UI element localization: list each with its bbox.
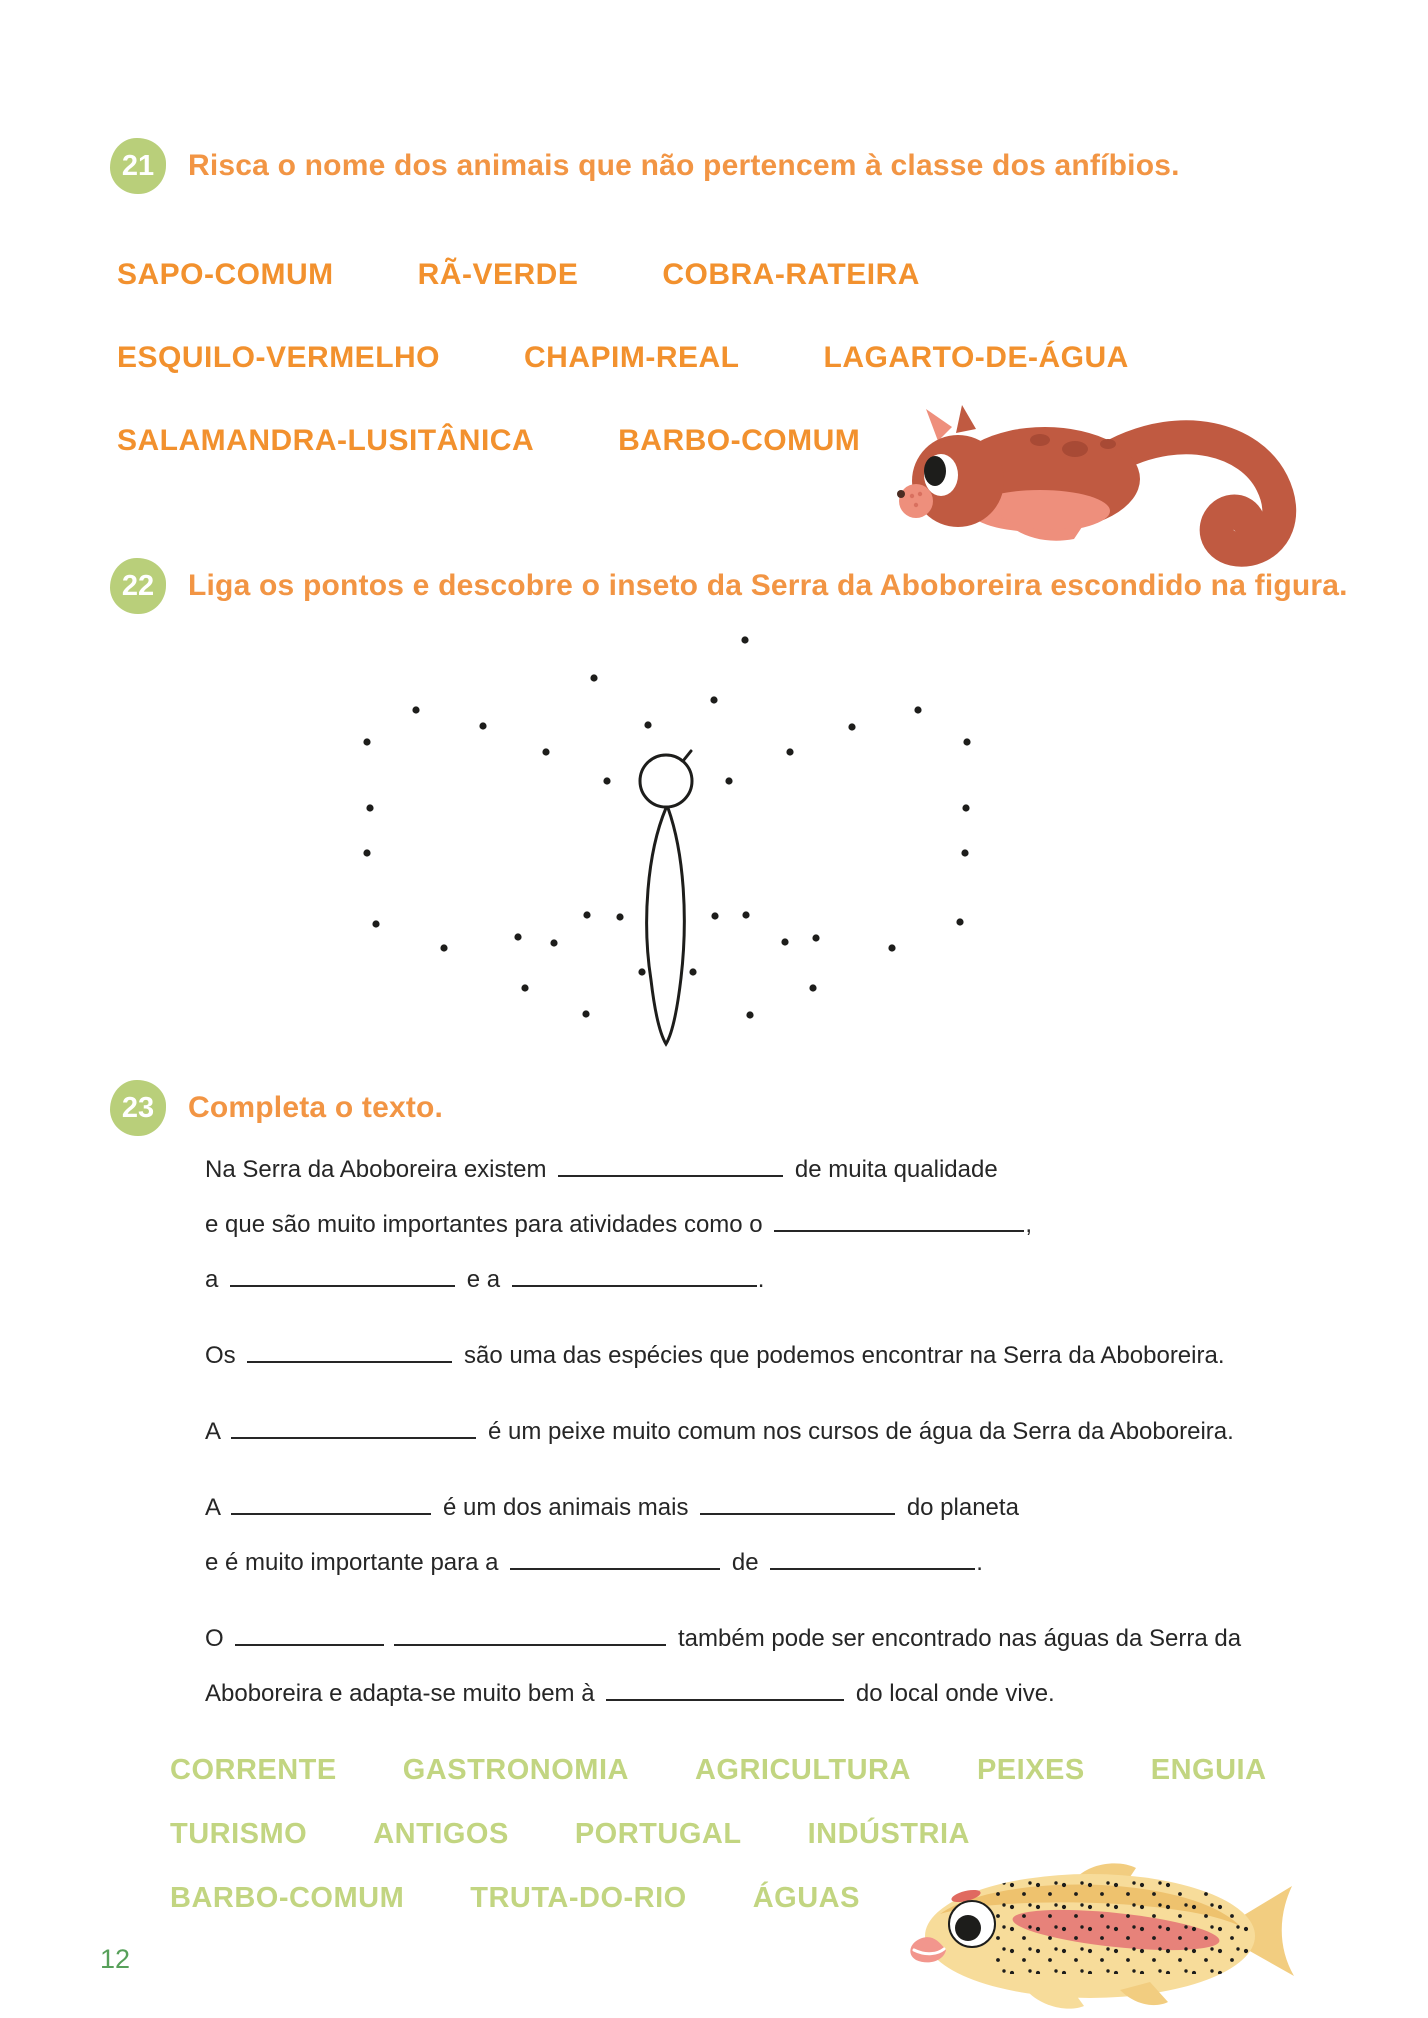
text-fragment: .: [757, 1266, 765, 1293]
word-bank-item: ANTIGOS: [373, 1818, 509, 1850]
text-fragment: e é muito importante para a: [205, 1549, 499, 1576]
text-line: [205, 1535, 1305, 1590]
exercise-21-header: [110, 138, 1180, 194]
trout-illustration: [878, 1836, 1308, 2018]
text-fragment: do planeta: [906, 1494, 1019, 1521]
page-number: 12: [100, 1944, 131, 1974]
word-bank-item: ÁGUAS: [752, 1882, 860, 1914]
animal-words-row-2: [117, 341, 1129, 375]
fill-in-text: [205, 1142, 1305, 1742]
figure-dot: [786, 748, 793, 755]
squirrel-illustration: [878, 383, 1314, 569]
fish-speckles: [996, 1874, 1252, 1974]
figure-dot: [440, 944, 447, 951]
squirrel-freckle: [914, 503, 918, 507]
figure-head-circle: [640, 755, 692, 807]
word-bank-item: CORRENTE: [170, 1754, 337, 1786]
word-bank-row-3: [170, 1882, 860, 1915]
squirrel-ear: [956, 405, 976, 433]
animal-words-row-1: [117, 258, 920, 292]
figure-dot: [514, 933, 521, 940]
text-line: [205, 1197, 1305, 1252]
word-bank-row-2: [170, 1818, 970, 1851]
word-bank-row-1: [170, 1754, 1267, 1787]
figure-dot: [616, 913, 623, 920]
word-bank-item: AGRICULTURA: [694, 1754, 911, 1786]
fill-in-blank: [558, 1155, 783, 1177]
word-bank-item: GASTRONOMIA: [402, 1754, 629, 1786]
text-line: [205, 1404, 1305, 1459]
figure-dot: [741, 636, 748, 643]
figure-dot: [781, 938, 788, 945]
squirrel-back-spot: [1100, 439, 1116, 449]
figure-dot: [962, 804, 969, 811]
text-fragment: A: [205, 1418, 220, 1445]
exercise-22-number-badge: 22: [110, 558, 166, 614]
text-line: [205, 1252, 1305, 1307]
figure-dot: [914, 706, 921, 713]
exercise-21-title: Risca o nome dos animais que não pertencem à classe dos anfíbios.: [188, 149, 1180, 182]
animal-name: SAPO-COMUM: [117, 258, 334, 291]
figure-dot: [590, 674, 597, 681]
figure-dot: [550, 939, 557, 946]
figure-dot: [583, 911, 590, 918]
word-bank-item: INDÚSTRIA: [807, 1818, 970, 1850]
figure-body-outline: [647, 808, 685, 1044]
figure-dot: [746, 1011, 753, 1018]
text-paragraph: [205, 1404, 1305, 1459]
animal-words-row-3: [117, 424, 860, 458]
text-fragment: de muita qualidade: [794, 1156, 998, 1183]
exercise-23-header: [110, 1080, 443, 1136]
text-fragment: de: [731, 1549, 759, 1576]
animal-name: RÃ-VERDE: [417, 258, 579, 291]
text-fragment: é um peixe muito comum nos cursos de água da Serra da Aboboreira.: [488, 1418, 1234, 1445]
word-bank-item: BARBO-COMUM: [170, 1882, 405, 1914]
squirrel-tail: [1116, 437, 1279, 549]
figure-dot: [956, 918, 963, 925]
figure-dot: [809, 984, 816, 991]
text-fragment: a: [205, 1266, 219, 1293]
word-bank-item: PEIXES: [976, 1754, 1085, 1786]
exercise-21-number-badge: 21: [110, 138, 166, 194]
text-paragraph: [205, 1611, 1305, 1721]
exercise-23-title: Completa o texto.: [188, 1091, 444, 1124]
animal-name: ESQUILO-VERMELHO: [117, 341, 441, 374]
word-bank-item: ENGUIA: [1150, 1754, 1267, 1786]
figure-dot: [363, 849, 370, 856]
figure-dot: [644, 721, 651, 728]
text-line: [205, 1611, 1305, 1666]
fish-pupil: [955, 1915, 981, 1941]
fill-in-blank: [770, 1548, 975, 1570]
figure-dot: [812, 934, 819, 941]
fill-in-blank: [235, 1624, 384, 1646]
text-fragment: Os: [205, 1342, 236, 1369]
fill-in-blank: [231, 1417, 476, 1439]
text-fragment: e a: [466, 1266, 501, 1293]
figure-dot: [963, 738, 970, 745]
figure-dot: [521, 984, 528, 991]
text-fragment: e que são muito importantes para atividades como o: [205, 1211, 763, 1238]
fill-in-blank: [774, 1210, 1024, 1232]
animal-name: LAGARTO-DE-ÁGUA: [823, 341, 1129, 374]
squirrel-pupil: [924, 456, 946, 486]
figure-dot: [412, 706, 419, 713]
text-fragment: também pode ser encontrado nas águas da Serra da: [678, 1625, 1242, 1652]
squirrel-freckle: [910, 494, 914, 498]
figure-dot: [582, 1010, 589, 1017]
animal-name: COBRA-RATEIRA: [662, 258, 920, 291]
figure-dot: [603, 777, 610, 784]
figure-dot: [638, 968, 645, 975]
text-fragment: .: [976, 1549, 983, 1576]
text-line: [205, 1328, 1305, 1383]
text-paragraph: [205, 1480, 1305, 1590]
figure-dot: [710, 696, 717, 703]
figure-dot: [479, 722, 486, 729]
animal-name: BARBO-COMUM: [618, 424, 861, 457]
fill-in-blank: [606, 1679, 844, 1701]
figure-dot: [888, 944, 895, 951]
figure-dot: [961, 849, 968, 856]
squirrel-freckle: [918, 492, 922, 496]
figure-dot: [363, 738, 370, 745]
text-fragment: Na Serra da Aboboreira existem: [205, 1156, 547, 1183]
fill-in-blank: [247, 1341, 452, 1363]
fill-in-blank: [700, 1493, 895, 1515]
text-fragment: do local onde vive.: [855, 1680, 1055, 1707]
fill-in-blank: [512, 1265, 757, 1287]
fill-in-blank: [394, 1624, 666, 1646]
word-bank-item: PORTUGAL: [574, 1818, 742, 1850]
text-line: [205, 1666, 1305, 1721]
figure-dots: [363, 636, 970, 1018]
figure-dot: [848, 723, 855, 730]
text-paragraph: [205, 1328, 1305, 1383]
figure-dot: [366, 804, 373, 811]
text-paragraph: [205, 1142, 1305, 1307]
squirrel-nose: [897, 490, 905, 498]
text-fragment: O: [205, 1625, 224, 1652]
text-fragment: Aboboreira e adapta-se muito bem à: [205, 1680, 595, 1707]
figure-antenna-tick: [683, 751, 691, 761]
exercise-23-number-badge: 23: [110, 1080, 166, 1136]
text-fragment: são uma das espécies que podemos encontrar na Serra da Aboboreira.: [464, 1342, 1225, 1369]
text-fragment: A: [205, 1494, 220, 1521]
squirrel-back-spot: [1030, 434, 1050, 446]
fill-in-blank: [230, 1265, 455, 1287]
squirrel-back-spot: [1062, 441, 1088, 457]
figure-dot: [742, 911, 749, 918]
fill-in-blank: [510, 1548, 720, 1570]
text-line: [205, 1480, 1305, 1535]
fill-in-blank: [231, 1493, 431, 1515]
squirrel-snout: [899, 484, 933, 518]
text-line: [205, 1142, 1305, 1197]
figure-dot: [372, 920, 379, 927]
exercise-22-header: [110, 558, 1348, 614]
connect-the-dots-figure: [330, 618, 1010, 1078]
animal-name: CHAPIM-REAL: [524, 341, 740, 374]
exercise-22-title: Liga os pontos e descobre o inseto da Serra da Aboboreira escondido na figura.: [188, 569, 1348, 602]
text-fragment: é um dos animais mais: [443, 1494, 689, 1521]
text-fragment: ,: [1025, 1211, 1032, 1238]
word-bank-item: TURISMO: [170, 1818, 308, 1850]
animal-name: SALAMANDRA-LUSITÂNICA: [117, 424, 535, 457]
figure-dot: [689, 968, 696, 975]
figure-dot: [725, 777, 732, 784]
word-bank-item: TRUTA-DO-RIO: [470, 1882, 687, 1914]
figure-dot: [542, 748, 549, 755]
figure-dot: [711, 912, 718, 919]
